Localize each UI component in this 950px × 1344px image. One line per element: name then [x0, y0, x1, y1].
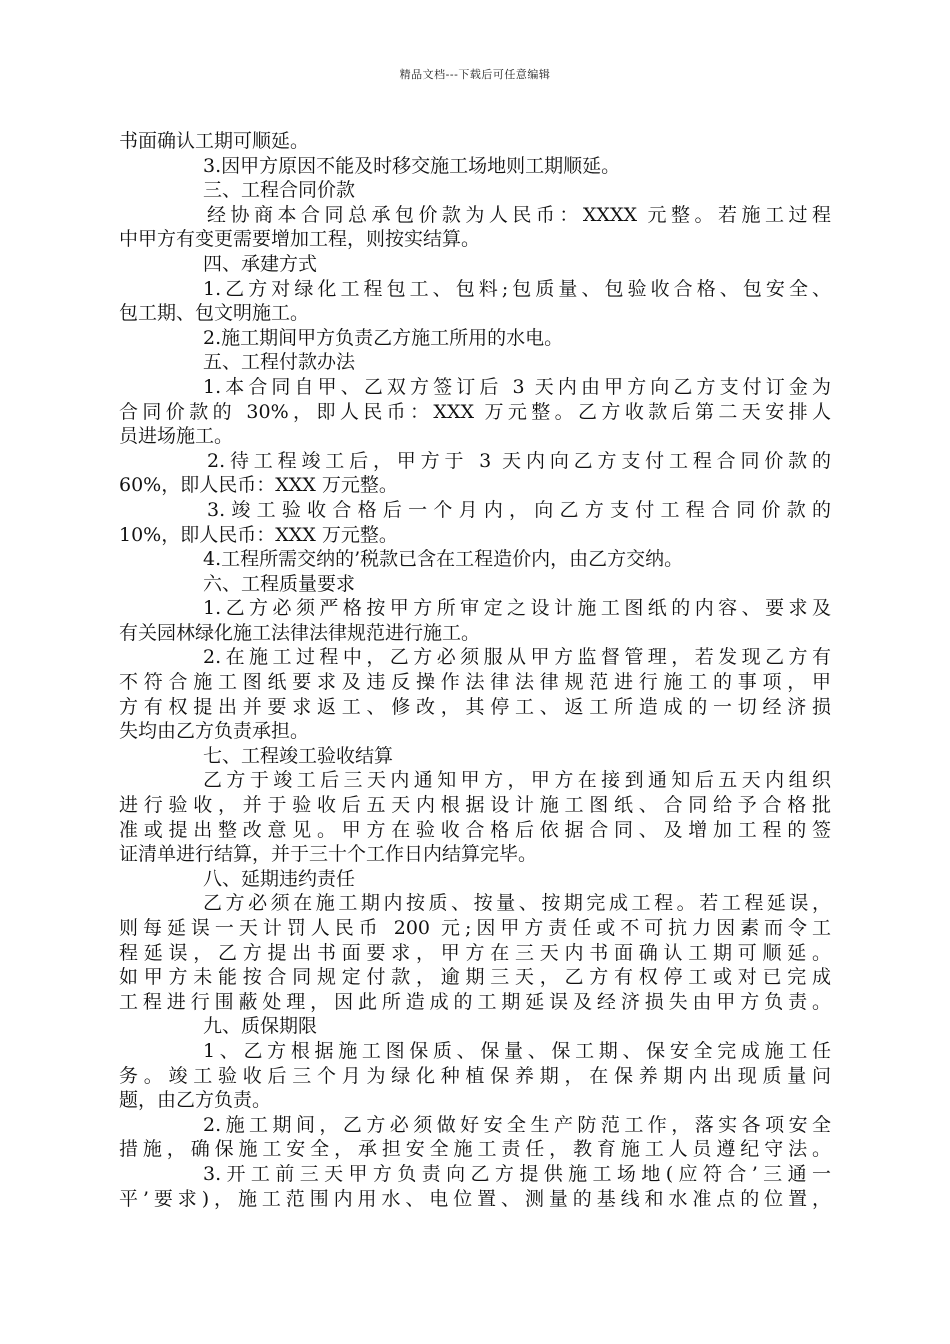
text-line: 八、延期违约责任: [203, 867, 356, 890]
text-line: 进行验收，并于验收后五天内根据设计施工图纸、合同给予合格批: [119, 794, 831, 817]
text-line: 务。竣工验收后三个月为绿化种植保养期，在保养期内出现质量问: [119, 1064, 831, 1087]
text-line: 六、工程质量要求: [203, 572, 356, 595]
text-line: 2.待工程竣工后，甲方于 3 天内向乙方支付工程合同价款的: [207, 449, 831, 472]
text-line: 平’要求)，施工范围内用水、电位置、测量的基线和水准点的位置，: [119, 1187, 831, 1210]
document-body: [119, 129, 831, 1211]
page-header: 精品文档---下载后可任意编辑: [399, 68, 551, 81]
text-line: 10%，即人民币：XXX 万元整。: [119, 523, 398, 546]
text-line: 合同价款的 30%，即人民币：XXX 万元整。乙方收款后第二天安排人: [119, 400, 831, 423]
text-line: 1.本合同自甲、乙双方签订后 3 天内由甲方向乙方支付订金为: [203, 375, 831, 398]
text-line: 五、工程付款办法: [203, 351, 356, 374]
text-line: 3.竣工验收合格后一个月内，向乙方支付工程合同价款的: [207, 498, 831, 521]
text-line: 则每延误一天计罚人民币 200 元;因甲方责任或不可抗力因素而令工: [119, 917, 831, 939]
text-line: 1、乙方根据施工图保质、保量、保工期、保安全完成施工任: [203, 1039, 831, 1062]
text-line: 员进场施工。: [119, 425, 234, 448]
text-line: 证清单进行结算，并于三十个工作日内结算完毕。: [119, 843, 538, 866]
text-line: 60%，即人民币：XXX 万元整。: [119, 474, 398, 497]
text-line: 乙方于竣工后三天内通知甲方，甲方在接到通知后五天内组织: [203, 769, 831, 792]
text-line: 失均由乙方负责承担。: [119, 720, 310, 743]
text-line: 3.因甲方原因不能及时移交施工场地则工期顺延。: [203, 154, 621, 177]
text-line: 准或提出整改意见。甲方在验收合格后依据合同、及增加工程的签: [119, 818, 831, 841]
text-line: 中甲方有变更需要增加工程，则按实结算。: [119, 228, 481, 251]
text-line: 1.乙方对绿化工程包工、包料;包质量、包验收合格、包安全、: [203, 277, 831, 300]
text-line: 三、工程合同价款: [203, 179, 356, 202]
text-line: 2.施工期间甲方负责乙方施工所用的水电。: [203, 326, 564, 349]
text-line: 四、承建方式: [203, 252, 318, 275]
text-line: 乙方必须在施工期内按质、按量、按期完成工程。若工程延误，: [203, 892, 831, 915]
text-line: 如甲方未能按合同规定付款，逾期三天，乙方有权停工或对已完成: [119, 966, 831, 989]
text-line: 题，由乙方负责。: [119, 1089, 272, 1112]
text-line: 措施，确保施工安全，承担安全施工责任，教育施工人员遵纪守法。: [119, 1138, 831, 1161]
text-line: 七、工程竣工验收结算: [203, 744, 394, 767]
text-line: 3.开工前三天甲方负责向乙方提供施工场地(应符合’三通一: [203, 1162, 831, 1185]
text-line: 工程进行围蔽处理，因此所造成的工期延误及经济损失由甲方负责。: [119, 990, 831, 1013]
text-line: 4.工程所需交纳的’税款已含在工程造价内，由乙方交纳。: [203, 548, 684, 571]
text-line: 2.在施工过程中，乙方必须服从甲方监督管理，若发现乙方有: [203, 646, 831, 669]
text-line: 九、质保期限: [203, 1015, 318, 1038]
text-line: 包工期、包文明施工。: [119, 302, 310, 325]
text-line: 程延误，乙方提出书面要求，甲方在三天内书面确认工期可顺延。: [119, 941, 831, 964]
text-line: 有关园林绿化施工法律法律规范进行施工。: [119, 621, 481, 644]
text-line: 2.施工期间，乙方必须做好安全生产防范工作，落实各项安全: [203, 1113, 831, 1136]
text-line: 方有权提出并要求返工、修改，其停工、返工所造成的一切经济损: [119, 695, 831, 718]
text-line: 经协商本合同总承包价款为人民币：XXXX 元整。若施工过程: [207, 203, 831, 226]
text-line: 1.乙方必须严格按甲方所审定之设计施工图纸的内容、要求及: [203, 597, 831, 620]
text-line: 不符合施工图纸要求及违反操作法律法律规范进行施工的事项，甲: [119, 671, 831, 694]
text-line: 书面确认工期可顺延。: [119, 130, 310, 152]
